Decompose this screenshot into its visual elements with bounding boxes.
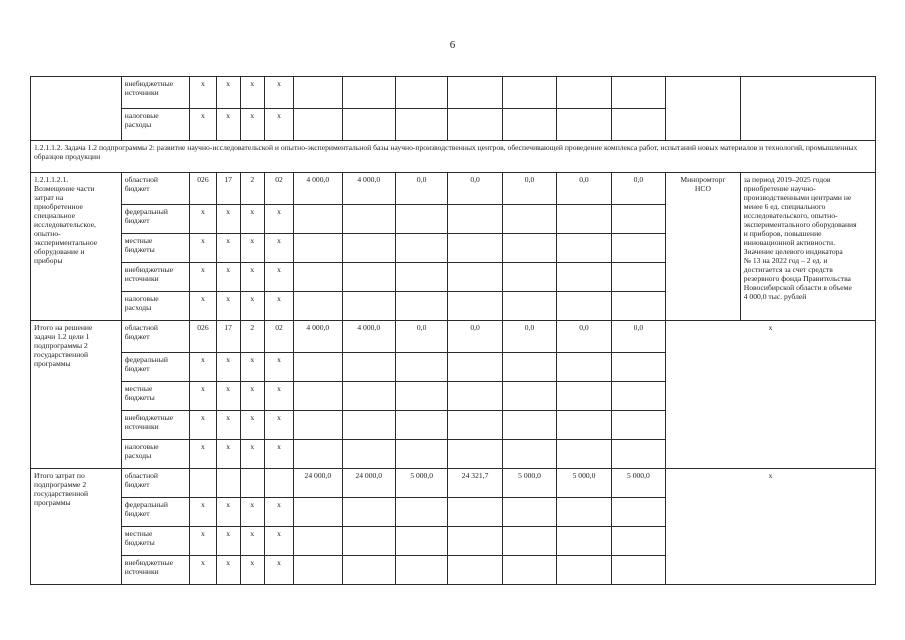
- code-cell: x: [216, 353, 240, 382]
- value-cell: [448, 205, 502, 234]
- value-cell: [294, 77, 342, 109]
- source-cell: налоговые расходы: [121, 292, 190, 321]
- code-cell: 2: [240, 173, 264, 205]
- value-cell: [611, 556, 665, 585]
- value-cell: 24 000,0: [294, 469, 342, 498]
- value-cell: [395, 234, 447, 263]
- value-cell: [294, 109, 342, 141]
- value-cell: [395, 382, 447, 411]
- value-cell: [502, 263, 556, 292]
- code-cell: 026: [190, 173, 216, 205]
- task-header-row: [31, 141, 876, 173]
- value-cell: [395, 109, 447, 141]
- code-cell: x: [240, 556, 264, 585]
- value-cell: [557, 440, 611, 469]
- source-cell: налоговые расходы: [121, 440, 190, 469]
- executor-cell: Минпромторг НСО: [666, 173, 741, 321]
- code-cell: x: [216, 382, 240, 411]
- value-cell: [342, 353, 395, 382]
- value-cell: [342, 556, 395, 585]
- value-cell: [395, 353, 447, 382]
- code-cell: x: [190, 411, 216, 440]
- value-cell: [611, 353, 665, 382]
- code-cell: x: [216, 498, 240, 527]
- value-cell: [294, 234, 342, 263]
- value-cell: 0,0: [502, 173, 556, 205]
- value-cell: [294, 353, 342, 382]
- table-row: [31, 469, 876, 498]
- value-cell: [448, 382, 502, 411]
- value-cell: [557, 234, 611, 263]
- value-cell: [557, 353, 611, 382]
- code-cell: x: [216, 77, 240, 109]
- code-cell: x: [264, 556, 293, 585]
- code-cell: x: [190, 205, 216, 234]
- value-cell: [448, 234, 502, 263]
- value-cell: [557, 205, 611, 234]
- value-cell: 4 000,0: [342, 173, 395, 205]
- subtotal-name-cell: Итого на решение задачи 1.2 цели 1 подпрограммы 2 государственной программы: [31, 321, 122, 469]
- code-cell: x: [264, 382, 293, 411]
- value-cell: [294, 498, 342, 527]
- code-cell: x: [216, 440, 240, 469]
- value-cell: [448, 527, 502, 556]
- value-cell: [342, 292, 395, 321]
- value-cell: [395, 527, 447, 556]
- result-cell: х: [666, 321, 876, 469]
- value-cell: [611, 109, 665, 141]
- value-cell: 0,0: [395, 321, 447, 353]
- code-cell: x: [190, 263, 216, 292]
- code-cell: x: [240, 440, 264, 469]
- value-cell: [557, 498, 611, 527]
- code-cell: x: [240, 263, 264, 292]
- value-cell: [395, 440, 447, 469]
- code-cell: x: [264, 411, 293, 440]
- value-cell: [294, 263, 342, 292]
- source-cell: местные бюджеты: [121, 234, 190, 263]
- code-cell: x: [190, 498, 216, 527]
- result-cell: [740, 77, 875, 141]
- value-cell: [502, 556, 556, 585]
- code-cell: [240, 469, 264, 498]
- value-cell: [294, 382, 342, 411]
- value-cell: 0,0: [557, 173, 611, 205]
- value-cell: 0,0: [448, 173, 502, 205]
- value-cell: [294, 411, 342, 440]
- code-cell: x: [216, 263, 240, 292]
- code-cell: [264, 469, 293, 498]
- value-cell: [448, 556, 502, 585]
- value-cell: [448, 77, 502, 109]
- code-cell: 17: [216, 173, 240, 205]
- value-cell: [342, 77, 395, 109]
- code-cell: x: [190, 556, 216, 585]
- source-cell: внебюджетные источники: [121, 263, 190, 292]
- value-cell: 4 000,0: [294, 321, 342, 353]
- value-cell: [611, 498, 665, 527]
- value-cell: [611, 234, 665, 263]
- code-cell: x: [216, 109, 240, 141]
- source-cell: внебюджетные источники: [121, 556, 190, 585]
- code-cell: x: [240, 382, 264, 411]
- value-cell: [502, 234, 556, 263]
- code-cell: 02: [264, 173, 293, 205]
- value-cell: [294, 292, 342, 321]
- code-cell: x: [240, 109, 264, 141]
- code-cell: x: [264, 498, 293, 527]
- code-cell: x: [216, 527, 240, 556]
- value-cell: [557, 382, 611, 411]
- value-cell: 5 000,0: [395, 469, 447, 498]
- value-cell: [342, 205, 395, 234]
- value-cell: 0,0: [557, 321, 611, 353]
- value-cell: 0,0: [448, 321, 502, 353]
- value-cell: [395, 77, 447, 109]
- value-cell: [502, 205, 556, 234]
- value-cell: [448, 263, 502, 292]
- code-cell: x: [240, 353, 264, 382]
- value-cell: 5 000,0: [502, 469, 556, 498]
- value-cell: 24 000,0: [342, 469, 395, 498]
- value-cell: [502, 353, 556, 382]
- value-cell: [502, 440, 556, 469]
- code-cell: x: [190, 353, 216, 382]
- code-cell: x: [190, 77, 216, 109]
- code-cell: x: [216, 411, 240, 440]
- value-cell: [448, 353, 502, 382]
- source-cell: местные бюджеты: [121, 382, 190, 411]
- value-cell: [395, 556, 447, 585]
- code-cell: x: [264, 440, 293, 469]
- value-cell: [294, 556, 342, 585]
- source-cell: областной бюджет: [121, 321, 190, 353]
- value-cell: [557, 527, 611, 556]
- code-cell: x: [264, 234, 293, 263]
- value-cell: [611, 263, 665, 292]
- value-cell: [294, 527, 342, 556]
- value-cell: [557, 263, 611, 292]
- value-cell: [448, 411, 502, 440]
- code-cell: x: [190, 109, 216, 141]
- table-row: [31, 173, 876, 205]
- value-cell: [448, 109, 502, 141]
- result-cell: за период 2019–2025 годов приобретение научно- производственными центрами не менее 6 ед. специального исследовательского, опытно- экспериментального оборудования и приборов, повышение инновационной активности. Значение целевого индикатора № 13 на 2022 год – 2 ед. и достигается за счет средств резервного фонда Правительства Новосибирской области в объеме 4 000,0 тыс. рублей: [740, 173, 875, 321]
- value-cell: [557, 556, 611, 585]
- code-cell: x: [216, 292, 240, 321]
- value-cell: [611, 292, 665, 321]
- code-cell: x: [240, 292, 264, 321]
- code-cell: x: [190, 527, 216, 556]
- value-cell: [395, 205, 447, 234]
- value-cell: [611, 205, 665, 234]
- code-cell: 026: [190, 321, 216, 353]
- code-cell: [190, 469, 216, 498]
- code-cell: x: [264, 77, 293, 109]
- code-cell: x: [240, 411, 264, 440]
- value-cell: [611, 411, 665, 440]
- value-cell: 0,0: [502, 321, 556, 353]
- value-cell: [611, 527, 665, 556]
- code-cell: x: [190, 292, 216, 321]
- code-cell: 17: [216, 321, 240, 353]
- value-cell: 0,0: [395, 173, 447, 205]
- value-cell: [502, 77, 556, 109]
- value-cell: [611, 440, 665, 469]
- code-cell: x: [240, 498, 264, 527]
- source-cell: федеральный бюджет: [121, 353, 190, 382]
- value-cell: 5 000,0: [611, 469, 665, 498]
- code-cell: x: [264, 353, 293, 382]
- task-header: 1.2.1.1.2. Задача 1.2 подпрограммы 2: развитие научно-исследовательской и опытно-экспериментальной базы научно-производственных центров, обеспечивающей проведение комплекса работ, испытаний новых материалов и технологий, промышленных образцов продукции: [31, 141, 876, 173]
- code-cell: 2: [240, 321, 264, 353]
- code-cell: x: [264, 263, 293, 292]
- value-cell: [502, 527, 556, 556]
- source-cell: федеральный бюджет: [121, 205, 190, 234]
- code-cell: 02: [264, 321, 293, 353]
- value-cell: 24 321,7: [448, 469, 502, 498]
- value-cell: [611, 382, 665, 411]
- name-cell: [31, 77, 122, 141]
- code-cell: x: [190, 234, 216, 263]
- value-cell: [395, 292, 447, 321]
- value-cell: [557, 292, 611, 321]
- source-cell: федеральный бюджет: [121, 498, 190, 527]
- value-cell: [448, 292, 502, 321]
- value-cell: [342, 440, 395, 469]
- value-cell: [342, 498, 395, 527]
- value-cell: [342, 263, 395, 292]
- value-cell: 5 000,0: [557, 469, 611, 498]
- value-cell: [502, 498, 556, 527]
- value-cell: [557, 77, 611, 109]
- source-cell: областной бюджет: [121, 469, 190, 498]
- code-cell: x: [216, 556, 240, 585]
- value-cell: 4 000,0: [294, 173, 342, 205]
- value-cell: [611, 77, 665, 109]
- value-cell: [342, 527, 395, 556]
- value-cell: [448, 498, 502, 527]
- code-cell: x: [240, 527, 264, 556]
- value-cell: [448, 440, 502, 469]
- code-cell: x: [216, 234, 240, 263]
- code-cell: x: [190, 382, 216, 411]
- value-cell: [395, 498, 447, 527]
- value-cell: [294, 440, 342, 469]
- value-cell: [395, 411, 447, 440]
- budget-table: [30, 76, 876, 585]
- value-cell: [395, 263, 447, 292]
- value-cell: [502, 292, 556, 321]
- result-cell: х: [666, 469, 876, 585]
- source-cell: областной бюджет: [121, 173, 190, 205]
- value-cell: 0,0: [611, 321, 665, 353]
- value-cell: [342, 411, 395, 440]
- code-cell: x: [216, 205, 240, 234]
- event-name-cell: 1.2.1.1.2.1. Возмещение части затрат на приобретенное специальное исследовательское, опытно- экспериментальное оборудование и приборы: [31, 173, 122, 321]
- value-cell: [294, 205, 342, 234]
- code-cell: x: [240, 205, 264, 234]
- page-number: 6: [449, 39, 456, 51]
- code-cell: x: [240, 234, 264, 263]
- source-cell: внебюджетные источники: [121, 77, 190, 109]
- value-cell: [342, 382, 395, 411]
- code-cell: x: [264, 205, 293, 234]
- value-cell: [502, 411, 556, 440]
- value-cell: 4 000,0: [342, 321, 395, 353]
- code-cell: x: [264, 109, 293, 141]
- table-row: [31, 321, 876, 353]
- value-cell: [342, 109, 395, 141]
- value-cell: [342, 234, 395, 263]
- code-cell: x: [240, 77, 264, 109]
- value-cell: 0,0: [611, 173, 665, 205]
- code-cell: [216, 469, 240, 498]
- code-cell: x: [264, 527, 293, 556]
- value-cell: [557, 109, 611, 141]
- value-cell: [502, 109, 556, 141]
- total-name-cell: Итого затрат по подпрограмме 2 государственной программы: [31, 469, 122, 585]
- code-cell: x: [190, 440, 216, 469]
- value-cell: [557, 411, 611, 440]
- source-cell: местные бюджеты: [121, 527, 190, 556]
- source-cell: внебюджетные источники: [121, 411, 190, 440]
- source-cell: налоговые расходы: [121, 109, 190, 141]
- executor-cell: [666, 77, 741, 141]
- table-row: [31, 77, 876, 109]
- value-cell: [502, 382, 556, 411]
- code-cell: x: [264, 292, 293, 321]
